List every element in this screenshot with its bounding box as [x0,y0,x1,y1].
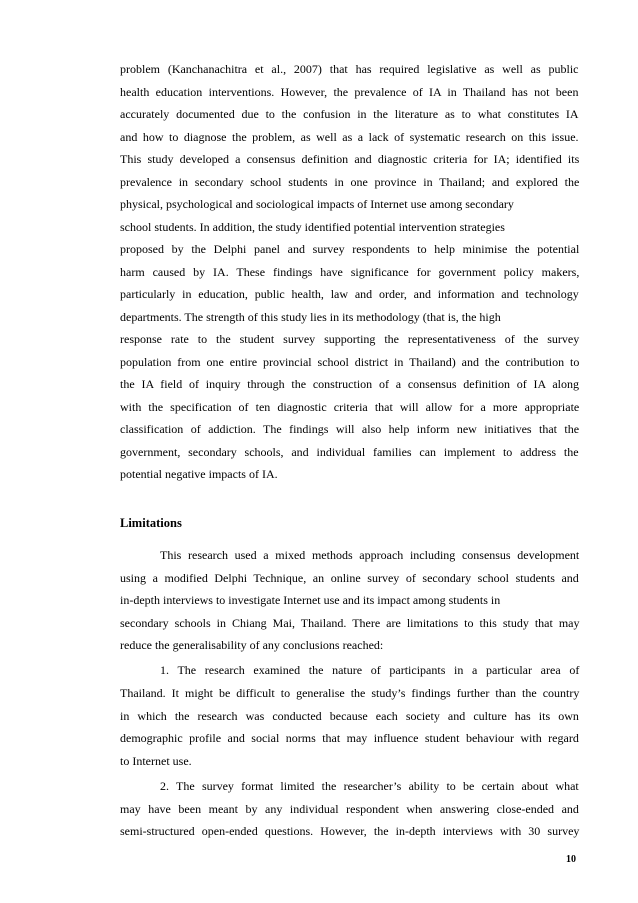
text-line: to Internet use. [120,754,192,768]
text-line: problem (Kanchanachitra et al., 2007) that has required legislative as well as public [120,62,579,76]
text-line: demographic profile and social norms that may influence student behaviour with regard [120,731,579,745]
text-line: with the specification of ten diagnostic criteria that will allow for a more appropriate [120,400,580,414]
text-line: using a modified Delphi Technique, an online survey of secondary school students and [120,571,579,585]
text-line: potential negative impacts of IA. [120,467,278,481]
text-line: school students. In addition, the study identified potential intervention strategies [120,220,505,234]
text-line: This study developed a consensus definition and diagnostic criteria for IA; identified its [120,152,580,166]
page-number: 10 [566,854,576,865]
text-line: departments. The strength of this study lies in its methodology (that is, the high [120,310,501,324]
text-line: harm caused by IA. These findings have significance for government policy makers, [120,265,580,279]
text-line: classification of addiction. The findings will also help inform new initiatives that the [120,422,580,436]
text-line: physical, psychological and sociological impacts of Internet use among secondary [120,197,514,211]
section-heading-limitations: Limitations [120,516,182,530]
text-line: response rate to the student survey supporting the representativeness of the survey [120,332,580,346]
text-line: semi-structured open-ended questions. However, the in-depth interviews with 30 survey [120,824,580,838]
text-line: 1. The research examined the nature of participants in a particular area of [160,663,580,677]
text-line: reduce the generalisability of any conclusions reached: [120,638,384,652]
text-line: population from one entire provincial school district in Thailand) and the contribution to [120,355,580,369]
text-line: prevalence in secondary school students in one province in Thailand; and explored the [120,175,580,189]
text-line: in-depth interviews to investigate Internet use and its impact among students in [120,593,501,607]
text-line: accurately documented due to the confusion in the literature as to what constitutes IA [120,107,579,121]
text-line: the IA field of inquiry through the construction of a consensus definition of IA along [120,377,579,391]
text-line: Thailand. It might be difficult to generalise the study’s findings further than the country [120,686,580,700]
text-line: secondary schools in Chiang Mai, Thailand. There are limitations to this study that may [120,616,580,630]
text-line: proposed by the Delphi panel and survey respondents to help minimise the potential [120,242,580,256]
text-line: in which the research was conducted because each society and culture has its own [120,709,579,723]
text-line: This research used a mixed methods approach including consensus development [160,548,580,562]
text-line: and how to diagnose the problem, as well as a lack of systematic research on this issue. [120,130,579,144]
text-line: may have been meant by any individual respondent when answering close-ended and [120,802,579,816]
text-line: health education interventions. However, the prevalence of IA in Thailand has not been [120,85,579,99]
text-line: particularly in education, public health, law and order, and information and technology [120,287,579,301]
text-line: 2. The survey format limited the researcher’s ability to be certain about what [160,779,579,793]
text-line: government, secondary schools, and individual families can implement to address the [120,445,579,459]
